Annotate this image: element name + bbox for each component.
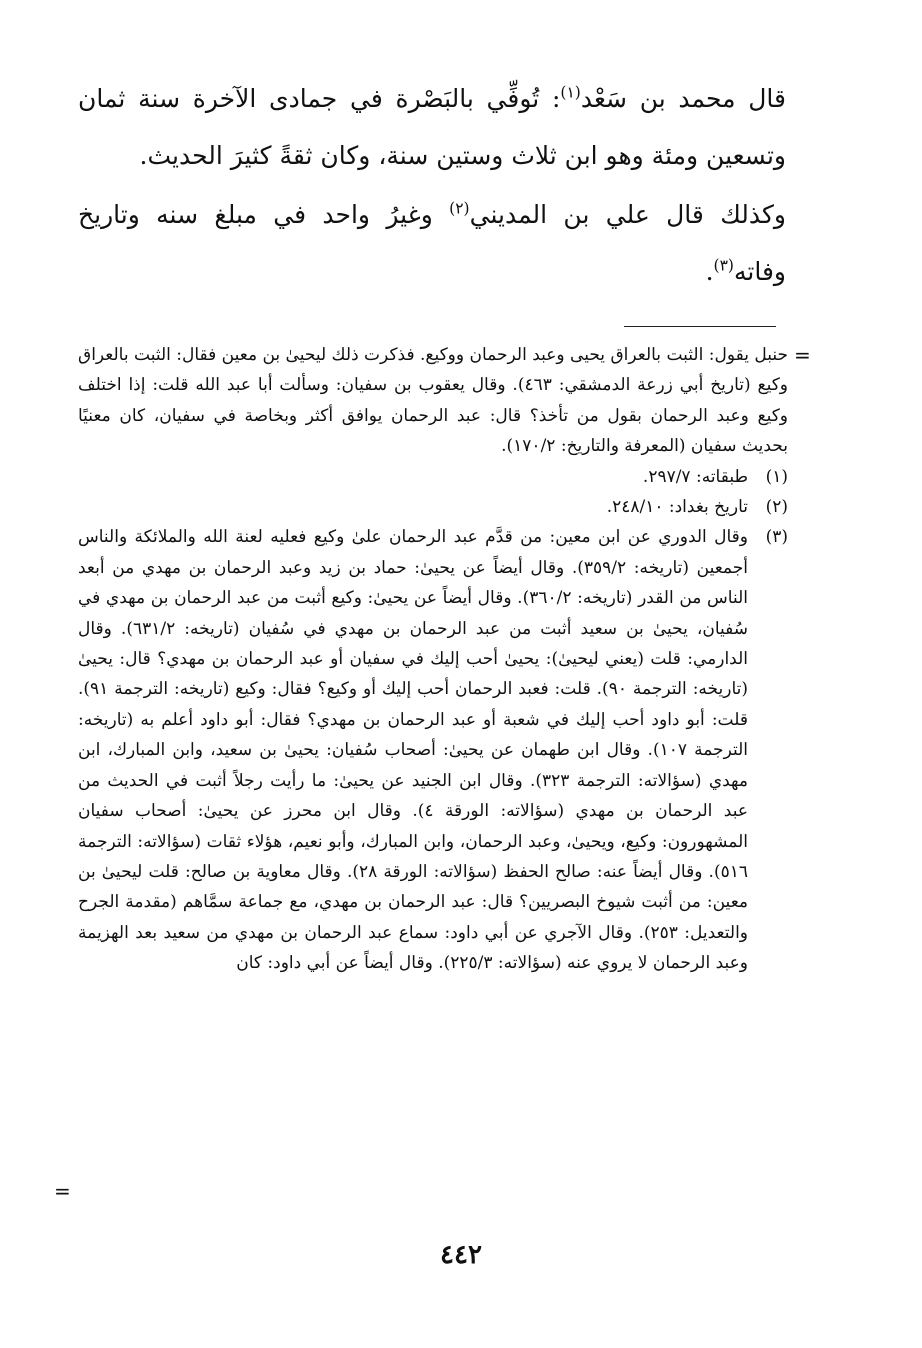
footnote-text: وقال الدوري عن ابن معين: من قدَّم عبد الرحمان علىٰ وكيع فعليه لعنة الله والملائكة والناس أجمعين (تاريخه: ٣٥٩/٢). وقال أيضاً عن يحيىٰ: حماد بن زيد وعبد الرحمان بن مهدي من أبعد الناس من القدر (تاريخه: ٣٦٠/٢). وقال أيضاً عن يحيىٰ: وكيع أثبت من عبد الرحمان بن مهدي في سُفيان، يحيىٰ بن سعيد أثبت من عبد الرحمان بن مهدي في سُفيان (تاريخه: ٦٣١/٢). وقال الدارمي: قلت (يعني ليحيىٰ): يحيىٰ أحب إليك في سفيان أو عبد الرحمان بن مهدي؟ قال: يحيىٰ (تاريخه: الترجمة ٩٠). قلت: فعبد الرحمان أحب إليك أو وكيع؟ فقال: وكيع (تاريخه: الترجمة ٩١). قلت: أبو داود أحب إليك في شعبة أو عبد الرحمان بن مهدي؟ فقال: أبو داود أعلم به (تاريخه: الترجمة ١٠٧). وقال ابن طهمان عن يحيىٰ: أصحاب سُفيان: يحيىٰ بن سعيد، وابن المبارك، ابن مهدي (سؤالاته: الترجمة ٣٢٣). وقال ابن الجنيد عن يحيىٰ: ما رأيت رجلاً أثبت في الحديث من عبد الرحمان بن مهدي (سؤالاته: الورقة ٤). وقال ابن محرز عن يحيىٰ: أصحاب سفيان المشهورون: وكيع، ويحيىٰ، وعبد الرحمان، وابن المبارك، وأبو نعيم، هؤلاء ثقات (سؤالاته: الترجمة ٥١٦). وقال أيضاً عنه: صالح الحفظ (سؤالاته: الورقة ٢٨). وقال معاوية بن صالح: قلت ليحيىٰ بن معين: من أثبت شيوخ البصريين؟ قال: عبد الرحمان بن مهدي، مع جماعة سمَّاهم (مقدمة الجرح والتعديل: ٢٥٣). وقال الآجري عن أبي داود: سماع عبد الرحمان بن مهدي من سعيد بعد الهزيمة وعبد الرحمان لا يروي عنه (سؤالاته: ٢٢٥/٣). وقال أيضاً عن أبي داود: كان bbox=[78, 527, 749, 974]
continuation-mark-top: = bbox=[794, 343, 811, 367]
footnote-2 bbox=[78, 492, 788, 522]
page-number: ٤٤٢ bbox=[440, 1240, 482, 1270]
footnote-1 bbox=[78, 462, 788, 492]
footnote-ref-1: (١) bbox=[560, 83, 581, 102]
main-text bbox=[78, 70, 786, 300]
footnote-text: تاريخ بغداد: ٢٤٨/١٠. bbox=[606, 497, 748, 518]
paragraph-2-part-3: . bbox=[705, 257, 714, 286]
footnote-number: (٣) bbox=[765, 527, 788, 548]
footnote-3 bbox=[78, 522, 788, 978]
footnotes bbox=[78, 340, 788, 979]
footnote-ref-2: (٢) bbox=[449, 199, 470, 218]
paragraph-1-before-ref: قال محمد بن سَعْد bbox=[580, 84, 787, 113]
paragraph-1-after-ref: : تُوفِّي بالبَصْرة في جمادى الآخرة سنة ثمان وتسعين ومئة وهو ابن ثلاث وستين سنة، وكان ثقةً كثيرَ الحديث. bbox=[78, 84, 786, 170]
continuation-mark-bottom: = bbox=[54, 1179, 71, 1203]
main-paragraph-1 bbox=[78, 70, 786, 184]
footnote-text: طبقاته: ٢٩٧/٧. bbox=[642, 466, 748, 487]
paragraph-2-part-1: وكذلك قال علي بن المديني bbox=[469, 200, 786, 229]
footnote-ref-3: (٣) bbox=[713, 256, 734, 275]
footnote-number: (٢) bbox=[765, 497, 788, 518]
main-paragraph-2 bbox=[78, 186, 786, 300]
paragraph-2-part-2: وغيرُ واحد في مبلغ سنه وتاريخ وفاته bbox=[78, 200, 786, 286]
footnote-separator bbox=[624, 326, 776, 327]
footnote-number: (١) bbox=[765, 466, 788, 487]
footnote-carried-text: حنبل يقول: الثبت بالعراق يحيى وعبد الرحمان ووكيع. فذكرت ذلك ليحيىٰ بن معين فقال: الثبت بالعراق وكيع (تاريخ أبي زرعة الدمشقي: ٤٦٣). وقال يعقوب بن سفيان: وسألت أبا عبد الله قلت: إذا اختلف وكيع وعبد الرحمان بقول من تأخذ؟ قال: عبد الرحمان يوافق أكثر وبخاصة في سفيان، كان معنيًا بحديث سفيان (المعرفة والتاريخ: ١٧٠/٢). bbox=[78, 345, 788, 457]
footnote-carried bbox=[78, 340, 788, 462]
